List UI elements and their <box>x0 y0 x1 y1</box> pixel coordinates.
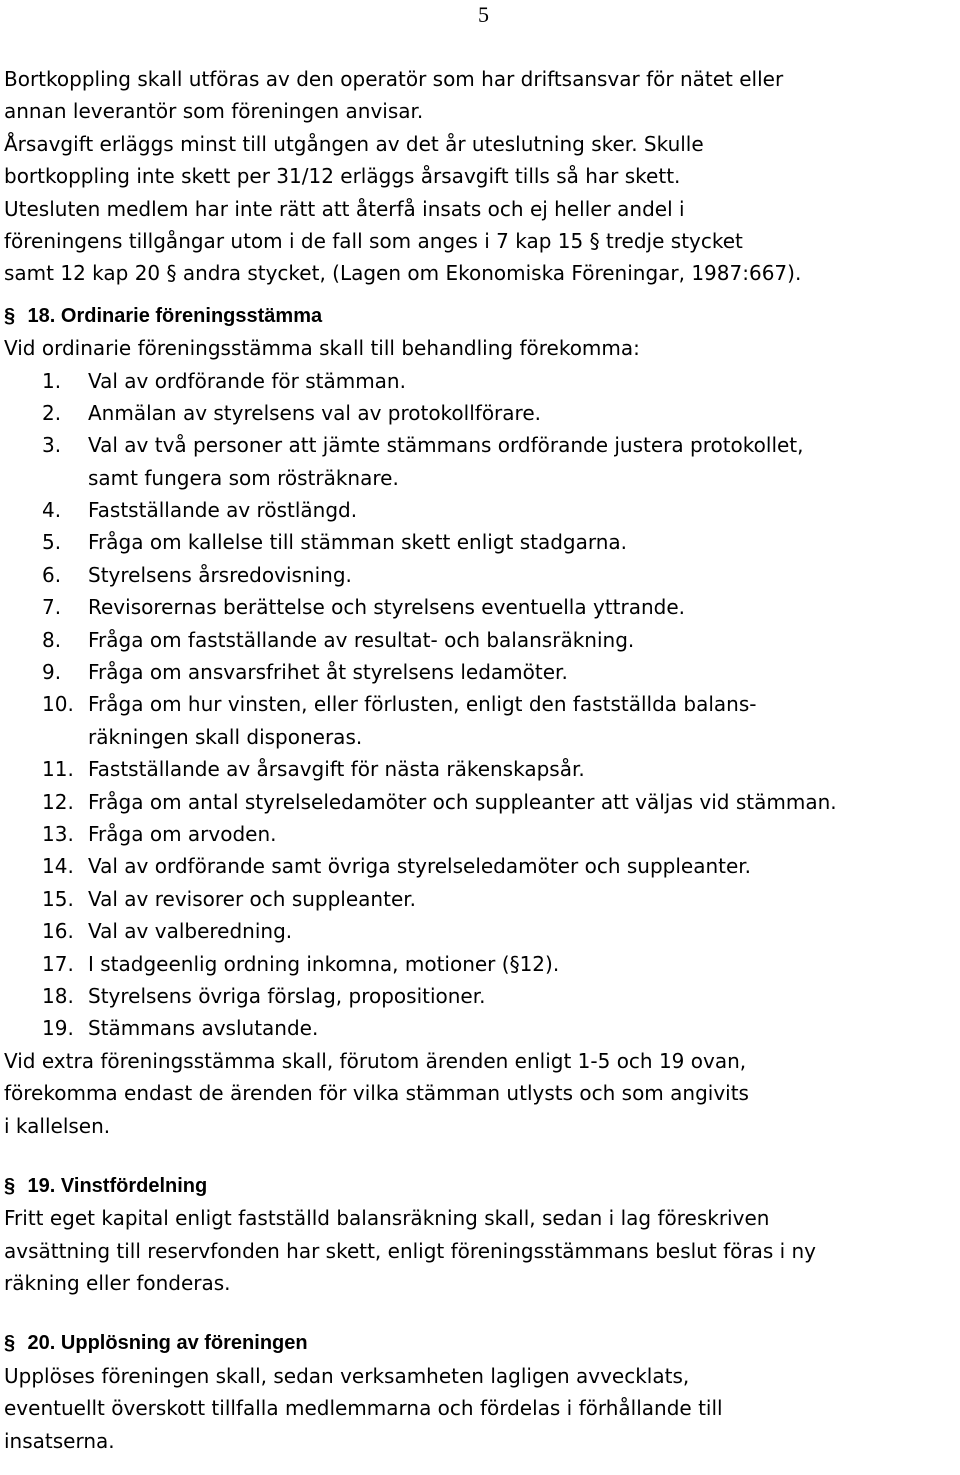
list-item-text: Fråga om fastställande av resultat- och balansräkning. <box>88 627 635 652</box>
list-item-number: 17. <box>42 951 74 976</box>
list-item <box>4 397 960 429</box>
text-line: Upplöses föreningen skall, sedan verksamheten lagligen avvecklats, <box>4 1363 690 1388</box>
list-item-text: I stadgeenlig ordning inkomna, motioner (§12). <box>88 951 560 976</box>
list-item-number: 2. <box>42 400 62 425</box>
list-item <box>4 883 960 915</box>
list-item-text: Fastställande av röstlängd. <box>88 498 358 523</box>
list-item-text: Styrelsens årsredovisning. <box>88 562 352 587</box>
list-item <box>4 559 960 591</box>
text-line: förekomma endast de ärenden för vilka stämman utlysts och som angivits <box>4 1081 749 1106</box>
list-item <box>4 786 960 818</box>
list-item-number: 1. <box>42 368 62 393</box>
section-title: 19. Vinstfördelning <box>22 1174 208 1197</box>
text-line: bortkoppling inte skett per 31/12 erläggs årsavgift tills så har skett. <box>4 164 681 189</box>
text-line: annan leverantör som föreningen anvisar. <box>4 99 424 124</box>
list-item-number: 9. <box>42 660 62 685</box>
text-line: Fritt eget kapital enligt fastställd balansräkning skall, sedan i lag föreskriven <box>4 1206 770 1231</box>
section-19 <box>4 1170 960 1300</box>
list-item-text: Revisorernas berättelse och styrelsens eventuella yttrande. <box>88 595 686 620</box>
list-item-text: Val av revisorer och suppleanter. <box>88 886 416 911</box>
list-item-text: Val av valberedning. <box>88 919 293 944</box>
section-intro: Vid ordinarie föreningsstämma skall till behandling förekomma: <box>4 336 640 361</box>
list-item-number: 6. <box>42 562 62 587</box>
list-item <box>4 624 960 656</box>
list-item <box>4 915 960 947</box>
list-item-continuation: räkningen skall disponeras. <box>88 724 363 749</box>
section-18 <box>4 300 960 1142</box>
list-item <box>4 591 960 623</box>
list-item-text: Val av två personer att jämte stämmans ordförande justera protokollet, <box>88 433 804 458</box>
text-line: Utesluten medlem har inte rätt att återfå insats och ej heller andel i <box>4 196 685 221</box>
list-item <box>4 365 960 397</box>
list-item-number: 13. <box>42 821 74 846</box>
list-item <box>4 429 960 461</box>
list-item-continuation: samt fungera som rösträknare. <box>88 465 399 490</box>
text-line: Årsavgift erläggs minst till utgången av det år uteslutning sker. Skulle <box>4 131 704 156</box>
text-line: räkning eller fonderas. <box>4 1271 231 1296</box>
list-item-number: 19. <box>42 1016 74 1041</box>
list-item-number: 10. <box>42 692 74 717</box>
section-symbol: § <box>4 304 16 327</box>
list-item <box>4 818 960 850</box>
section-heading <box>4 1327 960 1359</box>
list-item-text: Fastställande av årsavgift för nästa räkenskapsår. <box>88 757 585 782</box>
section-symbol: § <box>4 1332 16 1355</box>
text-line: insatserna. <box>4 1428 115 1453</box>
text-line: i kallelsen. <box>4 1113 111 1138</box>
text-line: eventuellt överskott tillfalla medlemmarna och fördelas i förhållande till <box>4 1396 723 1421</box>
section-heading <box>4 1170 960 1202</box>
text-line: avsättning till reservfonden har skett, enligt föreningsstämmans beslut föras i ny <box>4 1238 817 1263</box>
list-item-text: Fråga om arvoden. <box>88 821 277 846</box>
section-20 <box>4 1327 960 1457</box>
list-item <box>4 526 960 558</box>
list-item-text: Fråga om hur vinsten, eller förlusten, enligt den fastställda balans- <box>88 692 757 717</box>
list-item-number: 14. <box>42 854 74 879</box>
section-symbol: § <box>4 1174 16 1197</box>
section-heading <box>4 300 960 332</box>
list-item <box>4 1012 960 1044</box>
list-item-number: 7. <box>42 595 62 620</box>
text-line: samt 12 kap 20 § andra stycket, (Lagen om Ekonomiska Föreningar, 1987:667). <box>4 261 802 286</box>
agenda-list <box>4 365 960 1045</box>
list-item-number: 16. <box>42 919 74 944</box>
text-line: Vid extra föreningsstämma skall, förutom ärenden enligt 1-5 och 19 ovan, <box>4 1048 747 1073</box>
list-item <box>4 656 960 688</box>
list-item <box>4 948 960 980</box>
list-item-number: 5. <box>42 530 62 555</box>
list-item-text: Val av ordförande samt övriga styrelseledamöter och suppleanter. <box>88 854 752 879</box>
list-item <box>4 980 960 1012</box>
list-item <box>4 494 960 526</box>
list-item-number: 8. <box>42 627 62 652</box>
list-item-text: Stämmans avslutande. <box>88 1016 319 1041</box>
list-item-text: Styrelsens övriga förslag, propositioner. <box>88 983 486 1008</box>
list-item-number: 4. <box>42 498 62 523</box>
section-title: 20. Upplösning av föreningen <box>22 1332 308 1355</box>
list-item-text: Val av ordförande för stämman. <box>88 368 406 393</box>
page-number: 5 <box>478 2 489 27</box>
list-item-number: 3. <box>42 433 62 458</box>
list-item <box>4 753 960 785</box>
list-item <box>4 850 960 882</box>
list-item-number: 15. <box>42 886 74 911</box>
intro-paragraph <box>4 63 960 290</box>
list-item-text: Fråga om kallelse till stämman skett enligt stadgarna. <box>88 530 628 555</box>
list-item-number: 18. <box>42 983 74 1008</box>
list-item-number: 11. <box>42 757 74 782</box>
list-item <box>4 688 960 720</box>
list-item-text: Fråga om ansvarsfrihet åt styrelsens ledamöter. <box>88 660 568 685</box>
text-line: Bortkoppling skall utföras av den operatör som har driftsansvar för nätet eller <box>4 67 784 91</box>
text-line: föreningens tillgångar utom i de fall som anges i 7 kap 15 § tredje stycket <box>4 228 743 253</box>
list-item-number: 12. <box>42 789 74 814</box>
document-body <box>4 63 960 1457</box>
section-title: 18. Ordinarie föreningsstämma <box>22 304 323 327</box>
list-item-text: Anmälan av styrelsens val av protokollförare. <box>88 400 541 425</box>
list-item-text: Fråga om antal styrelseledamöter och suppleanter att väljas vid stämman. <box>88 789 837 814</box>
